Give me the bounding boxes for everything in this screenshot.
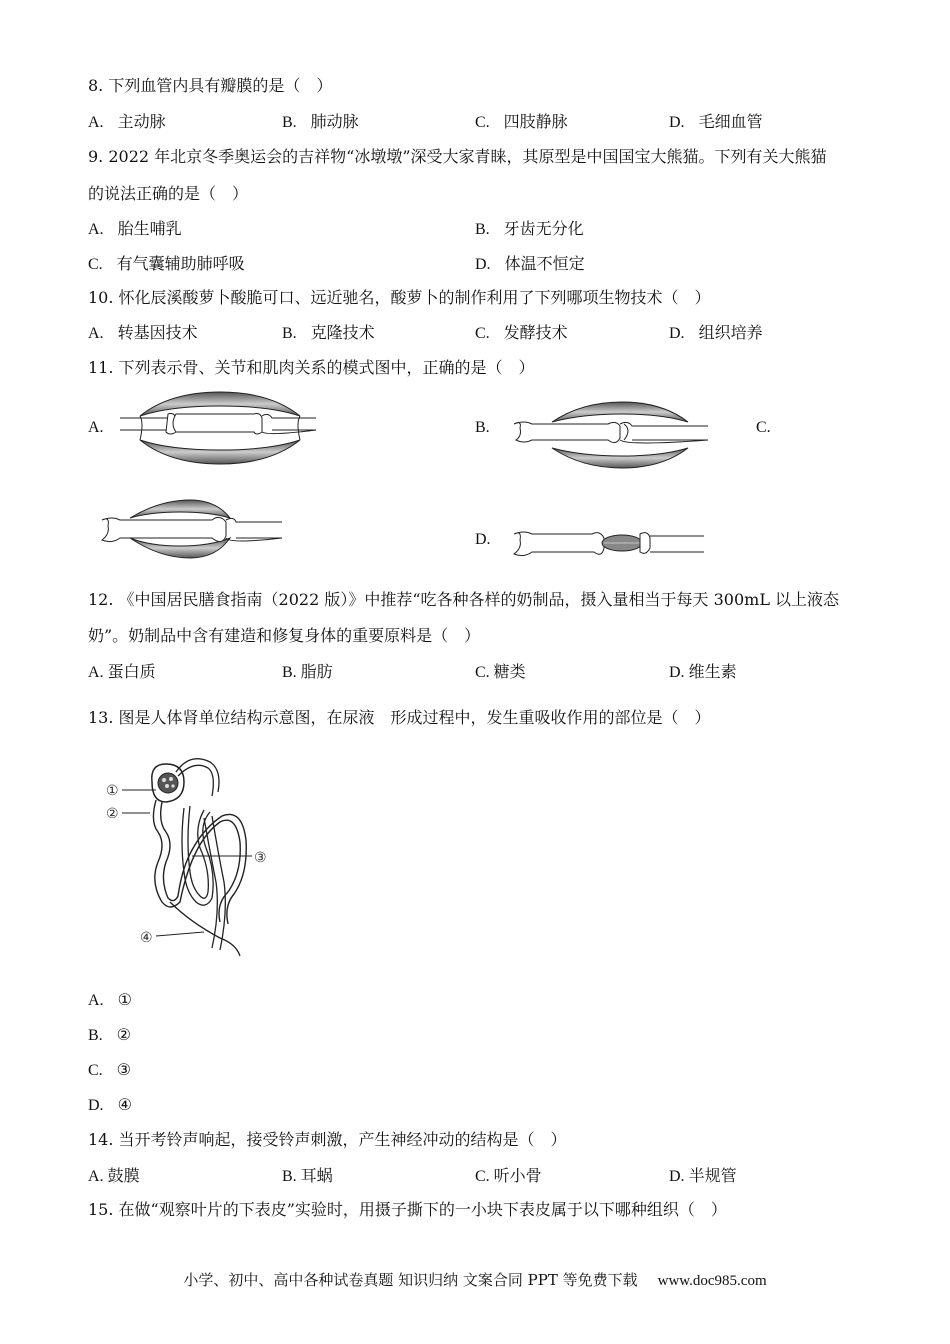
q8-option-b: B. 肺动脉 <box>282 112 359 131</box>
q14-stem: 14. 当开考铃声响起，接受铃声刺激，产生神经冲动的结构是（ ） <box>88 1130 567 1149</box>
q12-option-b: B. 脂肪 <box>282 662 333 681</box>
q12-stem-line1: 12. 《中国居民膳食指南（2022 版）》中推荐“吃各种各样的奶制品，摄入量相当于每天 300mL 以上液态 <box>88 590 840 609</box>
q8-option-d: D. 毛细血管 <box>669 112 763 131</box>
q13-option-a: A. ① <box>88 990 132 1009</box>
bone-muscle-figure-c <box>100 500 290 560</box>
q12-option-c: C. 糖类 <box>475 662 526 681</box>
bone-muscle-figure-b <box>512 400 712 470</box>
q11-stem: 11. 下列表示骨、关节和肌肉关系的模式图中，正确的是（ ） <box>88 358 535 377</box>
q14-option-c: C. 听小骨 <box>475 1166 542 1185</box>
q13-option-d: D. ④ <box>88 1095 132 1114</box>
q12-option-d: D. 维生素 <box>669 662 737 681</box>
q10-option-a: A. 转基因技术 <box>88 323 198 342</box>
q9-option-a: A. 胎生哺乳 <box>88 219 182 238</box>
footer-text: 小学、初中、高中各种试卷真题 知识归纳 文案合同 PPT 等免费下载 <box>183 1271 638 1289</box>
q14-option-d: D. 半规管 <box>669 1166 737 1185</box>
q12-stem-line2: 奶”。奶制品中含有建造和修复身体的重要原料是（ ） <box>88 626 481 645</box>
q8-stem: 8. 下列血管内具有瓣膜的是（ ） <box>88 76 333 95</box>
q11-label-d: D. <box>475 531 491 548</box>
q13-option-c: C. ③ <box>88 1060 132 1079</box>
nephron-label-2: ② <box>106 806 119 822</box>
bone-muscle-figure-d <box>512 526 712 562</box>
bone-muscle-figure-a <box>120 388 320 468</box>
page-footer <box>0 1270 950 1291</box>
q10-option-b: B. 克隆技术 <box>282 323 375 342</box>
q14-option-a: A. 鼓膜 <box>88 1166 140 1185</box>
footer-url[interactable]: www.doc985.com <box>657 1273 767 1289</box>
q11-label-c: C. <box>756 419 771 436</box>
nephron-label-1: ① <box>106 783 119 799</box>
q9-stem-line2: 的说法正确的是（ ） <box>88 184 249 203</box>
q8-option-c: C. 四肢静脉 <box>475 112 568 131</box>
q9-option-c: C. 有气囊辅助肺呼吸 <box>88 254 245 273</box>
q10-stem: 10. 怀化辰溪酸萝卜酸脆可口、远近驰名，酸萝卜的制作利用了下列哪项生物技术（ ） <box>88 288 711 307</box>
q15-stem: 15. 在做“观察叶片的下表皮”实验时，用摄子撕下的一小块下表皮属于以下哪种组织（ ） <box>88 1200 727 1219</box>
q10-option-c: C. 发酵技术 <box>475 323 568 342</box>
q8-option-a: A. 主动脉 <box>88 112 166 131</box>
nephron-label-4: ④ <box>140 930 153 946</box>
q13-option-b: B. ② <box>88 1025 132 1044</box>
nephron-label-3: ③ <box>254 850 267 866</box>
q11-label-a: A. <box>88 419 104 436</box>
q10-option-d: D. 组织培养 <box>669 323 763 342</box>
q13-stem: 13. 图是人体肾单位结构示意图，在尿液 形成过程中，发生重吸收作用的部位是（ ） <box>88 708 711 727</box>
q9-option-d: D. 体温不恒定 <box>475 254 585 273</box>
q9-stem-line1: 9. 2022 年北京冬季奥运会的吉祥物“冰墩墩”深受大家青睐，其原型是中国国宝大熊猫。下列有关大熊猫 <box>88 147 827 166</box>
q14-option-b: B. 耳蜗 <box>282 1166 333 1185</box>
q9-option-b: B. 牙齿无分化 <box>475 219 584 238</box>
q12-option-a: A. 蛋白质 <box>88 662 156 681</box>
nephron-diagram <box>100 752 280 962</box>
q11-label-b: B. <box>475 419 490 436</box>
